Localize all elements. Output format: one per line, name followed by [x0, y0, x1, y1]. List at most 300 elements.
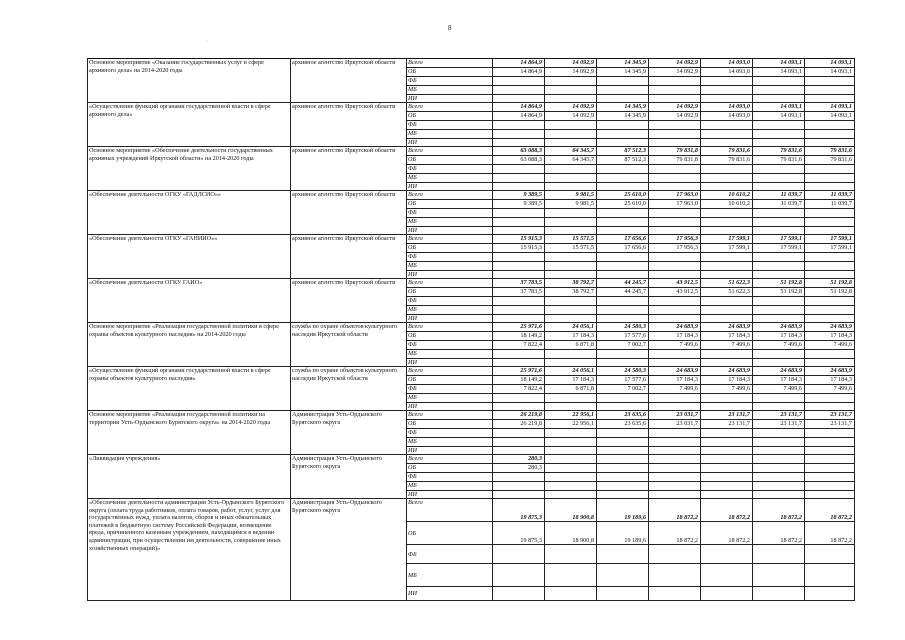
- value-cell: [493, 139, 545, 147]
- funding-source: МБ: [407, 130, 493, 139]
- value-cell: [649, 297, 701, 306]
- value-cell: [805, 253, 855, 262]
- value-cell: 79 831,8: [649, 147, 701, 156]
- value-cell: [805, 545, 855, 564]
- measure-name: «Осуществление функций органами государственной власти в сфере охраны объектов культурного наследия»: [88, 367, 291, 411]
- value-cell: [597, 139, 649, 147]
- value-cell: [493, 227, 545, 235]
- value-cell: [597, 455, 649, 464]
- funding-source: Всего: [407, 103, 493, 112]
- value-cell: [493, 545, 545, 564]
- value-cell: [701, 139, 753, 147]
- value-cell: [545, 77, 597, 86]
- value-cell: [805, 350, 855, 359]
- value-cell: [805, 121, 855, 130]
- value-cell: 7 499,6: [649, 385, 701, 394]
- value-cell: 9 981,5: [545, 191, 597, 200]
- value-cell: 15 915,3: [493, 235, 545, 244]
- value-cell: 7 499,6: [805, 341, 855, 350]
- value-cell: 17 184,3: [753, 376, 805, 385]
- executor-name: архивное агентство Иркутской области: [291, 279, 407, 323]
- budget-table-body: [88, 59, 855, 601]
- value-cell: [701, 306, 753, 315]
- value-cell: 14 864,9: [493, 103, 545, 112]
- value-cell: [493, 403, 545, 411]
- value-cell: [753, 183, 805, 191]
- value-cell: [545, 86, 597, 95]
- value-cell: [701, 262, 753, 271]
- value-cell: 14 093,0: [701, 59, 753, 68]
- value-cell: 23 131,7: [753, 411, 805, 420]
- value-cell: [805, 95, 855, 103]
- value-cell: 79 831,6: [805, 156, 855, 165]
- funding-source: ОБ: [407, 68, 493, 77]
- funding-source: ФБ: [407, 385, 493, 394]
- value-cell: [545, 545, 597, 564]
- value-cell: 11 039,7: [753, 191, 805, 200]
- value-cell: 79 831,6: [753, 147, 805, 156]
- measure-name: «Обеспечение деятельности ОГКУ ГАИО»: [88, 279, 291, 323]
- value-cell: [493, 271, 545, 279]
- value-cell: 7 002,7: [597, 385, 649, 394]
- value-cell: 17 184,3: [701, 332, 753, 341]
- value-cell: [493, 350, 545, 359]
- value-cell: [753, 253, 805, 262]
- funding-source: ОБ: [407, 244, 493, 253]
- value-cell: [753, 95, 805, 103]
- value-cell: [649, 86, 701, 95]
- value-cell: [545, 491, 597, 499]
- value-cell: [597, 297, 649, 306]
- funding-source: Всего: [407, 323, 493, 332]
- value-cell: 23 031,7: [649, 411, 701, 420]
- value-cell: 24 683,9: [701, 367, 753, 376]
- funding-source: ИИ: [407, 491, 493, 499]
- value-cell: [493, 262, 545, 271]
- value-cell: 23 131,7: [753, 420, 805, 429]
- value-cell: 26 219,8: [493, 420, 545, 429]
- value-cell: 14 345,9: [597, 59, 649, 68]
- corner-mark: ·: [206, 39, 208, 45]
- value-cell: [753, 587, 805, 601]
- funding-source: МБ: [407, 394, 493, 403]
- value-cell: [545, 429, 597, 438]
- value-cell: 87 512,3: [597, 147, 649, 156]
- value-cell: 18 872,2: [753, 499, 805, 522]
- value-cell: 14 345,9: [597, 103, 649, 112]
- value-cell: [701, 473, 753, 482]
- value-cell: [649, 121, 701, 130]
- value-cell: 19 189,6: [597, 522, 649, 545]
- funding-source: МБ: [407, 306, 493, 315]
- value-cell: [545, 315, 597, 323]
- value-cell: [805, 429, 855, 438]
- value-cell: 11 039,7: [753, 200, 805, 209]
- value-cell: [753, 121, 805, 130]
- table-row: [88, 455, 855, 464]
- value-cell: 44 245,7: [597, 288, 649, 297]
- value-cell: [701, 438, 753, 447]
- value-cell: [753, 139, 805, 147]
- value-cell: [597, 315, 649, 323]
- value-cell: [649, 359, 701, 367]
- value-cell: 17 599,1: [753, 244, 805, 253]
- value-cell: [649, 209, 701, 218]
- value-cell: 7 002,7: [597, 341, 649, 350]
- value-cell: 17 599,1: [701, 235, 753, 244]
- value-cell: [649, 130, 701, 139]
- funding-source: ИИ: [407, 447, 493, 455]
- value-cell: [545, 350, 597, 359]
- value-cell: [701, 315, 753, 323]
- value-cell: [649, 545, 701, 564]
- value-cell: [597, 438, 649, 447]
- value-cell: [545, 473, 597, 482]
- value-cell: [649, 447, 701, 455]
- value-cell: [701, 447, 753, 455]
- value-cell: [545, 253, 597, 262]
- value-cell: [649, 77, 701, 86]
- funding-source: ОБ: [407, 288, 493, 297]
- table-row: [88, 367, 855, 376]
- value-cell: 18 900,8: [545, 499, 597, 522]
- value-cell: [545, 482, 597, 491]
- value-cell: 51 192,8: [805, 279, 855, 288]
- value-cell: 18 872,2: [805, 522, 855, 545]
- value-cell: [649, 271, 701, 279]
- funding-source: ОБ: [407, 332, 493, 341]
- value-cell: [753, 359, 805, 367]
- value-cell: [753, 306, 805, 315]
- value-cell: 17 963,0: [649, 191, 701, 200]
- value-cell: 51 192,8: [753, 288, 805, 297]
- funding-source: МБ: [407, 438, 493, 447]
- value-cell: 25 610,0: [597, 191, 649, 200]
- value-cell: [545, 227, 597, 235]
- value-cell: [649, 183, 701, 191]
- value-cell: [753, 130, 805, 139]
- value-cell: [701, 218, 753, 227]
- value-cell: [597, 262, 649, 271]
- value-cell: [493, 394, 545, 403]
- value-cell: 15 915,3: [493, 244, 545, 253]
- value-cell: [805, 394, 855, 403]
- funding-source: ФБ: [407, 253, 493, 262]
- value-cell: [545, 359, 597, 367]
- value-cell: [701, 165, 753, 174]
- funding-source: Всего: [407, 367, 493, 376]
- executor-name: архивное агентство Иркутской области: [291, 191, 407, 235]
- value-cell: [545, 139, 597, 147]
- value-cell: 24 683,9: [649, 323, 701, 332]
- value-cell: 14 093,0: [701, 112, 753, 121]
- value-cell: [805, 227, 855, 235]
- value-cell: [493, 447, 545, 455]
- value-cell: 24 683,9: [753, 323, 805, 332]
- value-cell: 43 912,5: [649, 288, 701, 297]
- measure-name: Основное мероприятие «Обеспечение деятельности государственных архивных учреждений Иркутской области» на 2014-2020 годы: [88, 147, 291, 191]
- value-cell: [545, 394, 597, 403]
- value-cell: 51 192,8: [753, 279, 805, 288]
- value-cell: [701, 130, 753, 139]
- value-cell: 23 635,6: [597, 420, 649, 429]
- value-cell: [753, 86, 805, 95]
- value-cell: [805, 130, 855, 139]
- value-cell: 280,3: [493, 455, 545, 464]
- value-cell: 17 184,3: [805, 376, 855, 385]
- value-cell: [493, 174, 545, 183]
- value-cell: [597, 121, 649, 130]
- value-cell: 17 956,3: [649, 235, 701, 244]
- value-cell: 24 056,1: [545, 367, 597, 376]
- funding-source: МБ: [407, 482, 493, 491]
- table-row: [88, 279, 855, 288]
- table-row: [88, 411, 855, 420]
- value-cell: [753, 77, 805, 86]
- funding-source: ФБ: [407, 77, 493, 86]
- value-cell: 79 831,6: [805, 147, 855, 156]
- value-cell: 17 577,6: [597, 376, 649, 385]
- value-cell: [753, 218, 805, 227]
- value-cell: [805, 438, 855, 447]
- value-cell: 9 981,5: [545, 200, 597, 209]
- value-cell: 18 872,2: [701, 522, 753, 545]
- value-cell: 280,3: [493, 464, 545, 473]
- value-cell: [805, 473, 855, 482]
- value-cell: [805, 262, 855, 271]
- value-cell: [545, 455, 597, 464]
- measure-name: «Обеспечение деятельности администрации Усть-Ордынского Бурятского округа (оплата труда работников, оплата товаров, работ, услуг, услуг для государственных нужд, уплата налогов, сборов и иных обязательных платежей в бюджетную систему Российской Федерации, возмещение вреда, причиненного казенным учреждением, находящимся в ведении администрации, при осуществлении им деятельности, совершение иных хозяйственных операций)»: [88, 499, 291, 601]
- value-cell: [805, 165, 855, 174]
- value-cell: [545, 438, 597, 447]
- value-cell: [805, 564, 855, 587]
- value-cell: [753, 482, 805, 491]
- value-cell: [753, 394, 805, 403]
- value-cell: 17 184,3: [545, 376, 597, 385]
- value-cell: 14 093,1: [805, 112, 855, 121]
- value-cell: 64 345,7: [545, 147, 597, 156]
- value-cell: [545, 306, 597, 315]
- value-cell: 14 092,9: [545, 103, 597, 112]
- value-cell: 14 864,9: [493, 112, 545, 121]
- funding-source: ФБ: [407, 209, 493, 218]
- funding-source: ОБ: [407, 156, 493, 165]
- executor-name: служба по охране объектов культурного наследия Иркутской области: [291, 367, 407, 411]
- table-row: [88, 323, 855, 332]
- value-cell: [753, 271, 805, 279]
- value-cell: 6 871,8: [545, 341, 597, 350]
- funding-source: Всего: [407, 279, 493, 288]
- value-cell: [493, 209, 545, 218]
- value-cell: [701, 464, 753, 473]
- value-cell: [701, 271, 753, 279]
- page-number: 8: [448, 24, 452, 32]
- value-cell: [649, 473, 701, 482]
- value-cell: [805, 482, 855, 491]
- funding-source: Всего: [407, 411, 493, 420]
- funding-source: ФБ: [407, 473, 493, 482]
- funding-source: ОБ: [407, 200, 493, 209]
- value-cell: 14 092,9: [649, 112, 701, 121]
- executor-name: архивное агентство Иркутской области: [291, 235, 407, 279]
- executor-name: Администрация Усть-Ордынского Бурятского округа: [291, 411, 407, 455]
- value-cell: 38 792,7: [545, 288, 597, 297]
- funding-source: ФБ: [407, 341, 493, 350]
- value-cell: 7 822,4: [493, 341, 545, 350]
- funding-source: ОБ: [407, 376, 493, 385]
- budget-table: [87, 58, 855, 601]
- value-cell: [545, 130, 597, 139]
- value-cell: 9 389,5: [493, 191, 545, 200]
- value-cell: [805, 209, 855, 218]
- value-cell: 17 184,3: [701, 376, 753, 385]
- value-cell: 7 822,4: [493, 385, 545, 394]
- value-cell: [597, 482, 649, 491]
- value-cell: 64 345,7: [545, 156, 597, 165]
- value-cell: [753, 315, 805, 323]
- value-cell: [545, 174, 597, 183]
- value-cell: [597, 429, 649, 438]
- measure-name: Основное мероприятие «Реализация государственной политики в сфере охраны объектов культурного наследия» на 2014-2020 годы: [88, 323, 291, 367]
- value-cell: 87 512,3: [597, 156, 649, 165]
- value-cell: [493, 86, 545, 95]
- funding-source: Всего: [407, 455, 493, 464]
- value-cell: 25 610,0: [597, 200, 649, 209]
- funding-source: ИИ: [407, 315, 493, 323]
- value-cell: [753, 455, 805, 464]
- value-cell: 6 871,8: [545, 385, 597, 394]
- value-cell: 23 131,7: [701, 420, 753, 429]
- value-cell: [545, 209, 597, 218]
- value-cell: [545, 271, 597, 279]
- value-cell: 17 184,3: [805, 332, 855, 341]
- executor-name: Администрация Усть-Ордынского Бурятского округа: [291, 455, 407, 499]
- value-cell: [753, 447, 805, 455]
- value-cell: [597, 183, 649, 191]
- value-cell: 19 189,6: [597, 499, 649, 522]
- value-cell: 7 499,6: [753, 385, 805, 394]
- value-cell: 14 864,9: [493, 59, 545, 68]
- value-cell: [493, 130, 545, 139]
- value-cell: 17 184,3: [649, 332, 701, 341]
- value-cell: 14 345,9: [597, 68, 649, 77]
- value-cell: [597, 227, 649, 235]
- value-cell: [545, 564, 597, 587]
- measure-name: Основное мероприятие «Реализация государственной политики на территории Усть-Ордынского Бурятского округа» на 2014-2020 годы: [88, 411, 291, 455]
- funding-source: ИИ: [407, 227, 493, 235]
- value-cell: 14 864,9: [493, 68, 545, 77]
- value-cell: 18 872,2: [753, 522, 805, 545]
- value-cell: [493, 587, 545, 601]
- value-cell: [493, 359, 545, 367]
- table-row: [88, 499, 855, 522]
- value-cell: 26 219,8: [493, 411, 545, 420]
- value-cell: [805, 587, 855, 601]
- value-cell: [753, 403, 805, 411]
- executor-name: архивное агентство Иркутской области: [291, 147, 407, 191]
- value-cell: [753, 564, 805, 587]
- value-cell: 11 039,7: [805, 191, 855, 200]
- value-cell: 63 088,3: [493, 147, 545, 156]
- value-cell: [649, 253, 701, 262]
- value-cell: [805, 77, 855, 86]
- value-cell: 51 192,8: [805, 288, 855, 297]
- value-cell: 7 499,6: [805, 385, 855, 394]
- value-cell: 22 956,1: [545, 411, 597, 420]
- value-cell: 51 622,3: [701, 279, 753, 288]
- value-cell: 10 610,2: [701, 191, 753, 200]
- value-cell: [493, 438, 545, 447]
- value-cell: 37 783,5: [493, 288, 545, 297]
- funding-source: Всего: [407, 191, 493, 200]
- value-cell: [649, 429, 701, 438]
- value-cell: 24 683,9: [649, 367, 701, 376]
- value-cell: 17 184,3: [753, 332, 805, 341]
- value-cell: [701, 297, 753, 306]
- table-row: [88, 59, 855, 68]
- value-cell: 18 872,2: [805, 499, 855, 522]
- value-cell: 17 599,1: [805, 244, 855, 253]
- value-cell: 17 599,1: [753, 235, 805, 244]
- funding-source: Всего: [407, 499, 493, 522]
- value-cell: 11 039,7: [805, 200, 855, 209]
- value-cell: [545, 297, 597, 306]
- value-cell: 14 093,1: [753, 112, 805, 121]
- value-cell: [805, 359, 855, 367]
- value-cell: [649, 464, 701, 473]
- value-cell: 37 783,5: [493, 279, 545, 288]
- value-cell: [701, 121, 753, 130]
- value-cell: [493, 253, 545, 262]
- value-cell: [597, 394, 649, 403]
- funding-source: Всего: [407, 147, 493, 156]
- value-cell: 18 872,2: [649, 522, 701, 545]
- value-cell: 23 635,6: [597, 411, 649, 420]
- value-cell: [597, 209, 649, 218]
- value-cell: [753, 545, 805, 564]
- value-cell: [753, 165, 805, 174]
- value-cell: [753, 209, 805, 218]
- value-cell: [753, 297, 805, 306]
- value-cell: 79 831,8: [649, 156, 701, 165]
- measure-name: «Ликвидация учреждения»: [88, 455, 291, 499]
- funding-source: ИИ: [407, 95, 493, 103]
- value-cell: 51 622,3: [701, 288, 753, 297]
- value-cell: [701, 564, 753, 587]
- value-cell: [805, 464, 855, 473]
- value-cell: [493, 218, 545, 227]
- value-cell: [753, 429, 805, 438]
- value-cell: 24 056,1: [545, 323, 597, 332]
- funding-source: ОБ: [407, 464, 493, 473]
- value-cell: [493, 482, 545, 491]
- value-cell: [597, 350, 649, 359]
- value-cell: 17 184,3: [545, 332, 597, 341]
- value-cell: [545, 218, 597, 227]
- value-cell: [701, 545, 753, 564]
- value-cell: 14 093,1: [753, 103, 805, 112]
- value-cell: [649, 455, 701, 464]
- funding-source: Всего: [407, 59, 493, 68]
- value-cell: [649, 174, 701, 183]
- value-cell: [649, 227, 701, 235]
- value-cell: [701, 587, 753, 601]
- value-cell: [649, 95, 701, 103]
- table-row: [88, 103, 855, 112]
- value-cell: [493, 95, 545, 103]
- value-cell: 14 093,0: [701, 103, 753, 112]
- value-cell: 14 345,9: [597, 112, 649, 121]
